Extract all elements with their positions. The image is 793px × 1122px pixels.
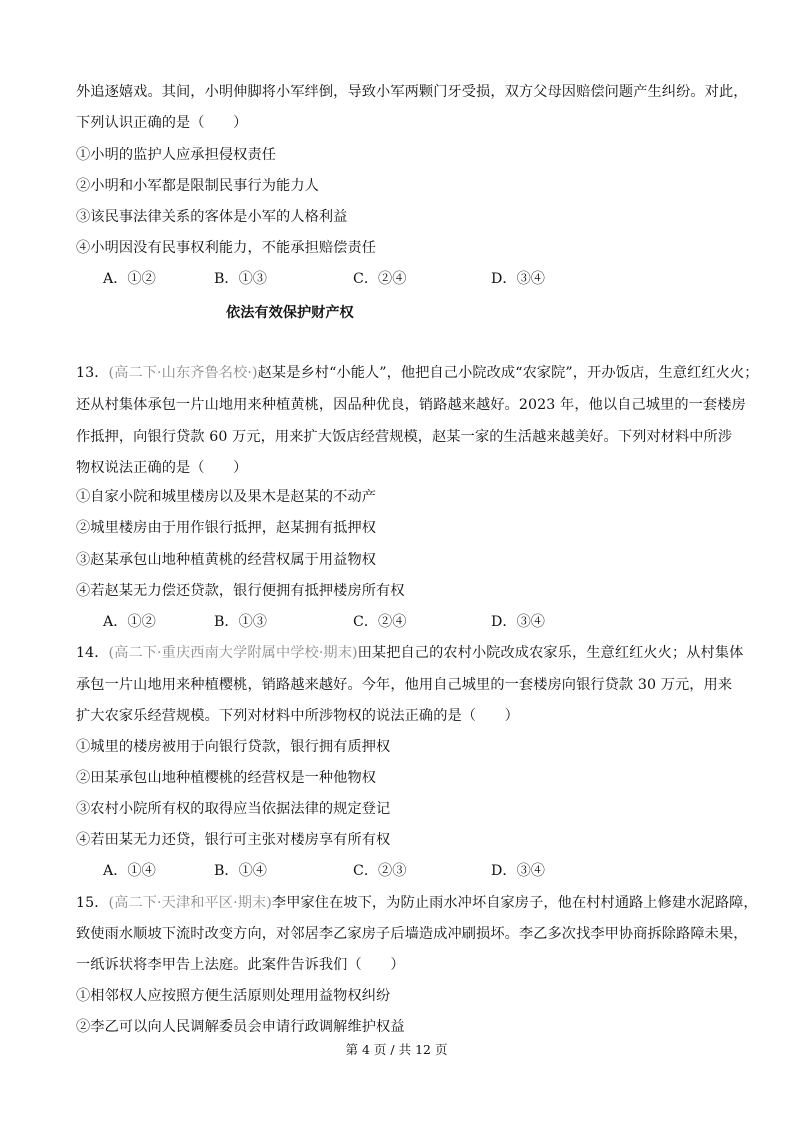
q14-number: 14．	[76, 645, 109, 661]
q14-stem-line-2: 承包一片山地用来种植樱桃，销路越来越好。今年，他用自己城里的一套楼房向银行贷款 30 万元，用来	[76, 677, 733, 693]
q14-stem-line-3: 扩大农家乐经营规模。下列对材料中所涉物权的说法正确的是（ ）	[76, 708, 519, 724]
q13-stem-line-3: 作抵押，向银行贷款 60 万元，用来扩大饭店经营规模，赵某一家的生活越来越美好。下列对材料中所涉	[76, 429, 733, 445]
q15-stem-text: 李甲家住在坡下，为防止雨水冲坏自家房子，他在村村通路上修建水泥路障，	[271, 895, 758, 911]
q15-stem-line-1	[76, 893, 758, 913]
q13-option-b[interactable]: B．①③	[214, 614, 267, 630]
q12-stem-line-1: 外追逐嬉戏。其间，小明伸脚将小军绊倒，导致小军两颗门牙受损，双方父母因赔偿问题产生纠纷。对此，	[76, 84, 748, 100]
q14-stem-text: 田某把自己的农村小院改成农家乐，生意红红火火；从村集体	[357, 645, 744, 661]
q14-item-1: ①城里的楼房被用于向银行贷款，银行拥有质押权	[76, 739, 391, 755]
q12-item-3: ③该民事法律关系的客体是小军的人格利益	[76, 209, 348, 225]
q12-option-a[interactable]: A．①②	[103, 271, 156, 287]
q14-option-b[interactable]: B．①④	[214, 863, 267, 879]
q13-option-c[interactable]: C．②④	[353, 614, 407, 630]
q15-item-1: ①相邻权人应按照方便生活原则处理用益物权纠纷	[76, 988, 391, 1004]
q12-option-b[interactable]: B．①③	[214, 271, 267, 287]
q13-stem-text: 赵某是乡村“小能人”，他把自己小院改成“农家院”，开办饭店，生意红红火火；	[257, 365, 759, 381]
q13-item-3: ③赵某承包山地种植黄桃的经营权属于用益物权	[76, 552, 377, 568]
section-title: 依法有效保护财产权	[226, 305, 354, 321]
q14-item-3: ③农村小院所有权的取得应当依据法律的规定登记	[76, 801, 391, 817]
q13-number: 13．	[76, 365, 109, 381]
q14-option-d[interactable]: D．③④	[491, 863, 545, 879]
q13-stem-line-2: 还从村集体承包一片山地用来种植黄桃，因品种优良，销路越来越好。2023 年，他以自己城里的一套楼房	[76, 397, 746, 413]
q12-item-2: ②小明和小军都是限制民事行为能力人	[76, 178, 319, 194]
page-footer: 第 4 页 / 共 12 页	[345, 1042, 448, 1057]
q15-stem-line-3: 一纸诉状将李甲告上法庭。此案件告诉我们（ ）	[76, 957, 405, 973]
q14-stem-line-1	[76, 643, 744, 663]
q13-source: (高二下·山东齐鲁名校·)	[108, 365, 258, 381]
q12-item-1: ①小明的监护人应承担侵权责任	[76, 147, 277, 163]
q15-source: (高二下·天津和平区·期末)	[108, 895, 272, 911]
q13-item-2: ②城里楼房由于用作银行抵押，赵某拥有抵押权	[76, 520, 377, 536]
q15-number: 15．	[76, 895, 109, 911]
q14-item-2: ②田某承包山地种植樱桃的经营权是一种他物权	[76, 770, 377, 786]
q14-option-c[interactable]: C．②③	[353, 863, 407, 879]
q12-option-d[interactable]: D．③④	[491, 271, 545, 287]
q12-option-c[interactable]: C．②④	[353, 271, 407, 287]
q13-option-d[interactable]: D．③④	[491, 614, 545, 630]
q12-stem-line-2: 下列认识正确的是（ ）	[76, 115, 248, 131]
q14-option-a[interactable]: A．①④	[103, 863, 156, 879]
q14-source: (高二下·重庆西南大学附属中学校·期末)	[108, 645, 358, 661]
q13-item-1: ①自家小院和城里楼房以及果木是赵某的不动产	[76, 489, 377, 505]
q13-stem-line-1	[76, 363, 759, 383]
q13-stem-line-4: 物权说法正确的是（ ）	[76, 460, 248, 476]
q13-item-4: ④若赵某无力偿还贷款，银行便拥有抵押楼房所有权	[76, 583, 405, 599]
q14-item-4: ④若田某无力还贷，银行可主张对楼房享有所有权	[76, 832, 391, 848]
q13-option-a[interactable]: A．①②	[103, 614, 156, 630]
q12-item-4: ④小明因没有民事权利能力，不能承担赔偿责任	[76, 240, 377, 256]
q15-item-2: ②李乙可以向人民调解委员会申请行政调解维护权益	[76, 1019, 405, 1035]
q15-stem-line-2: 致使雨水顺坡下流时改变方向，对邻居李乙家房子后墙造成冲刷损坏。李乙多次找李甲协商拆除路障未果，	[76, 926, 748, 942]
